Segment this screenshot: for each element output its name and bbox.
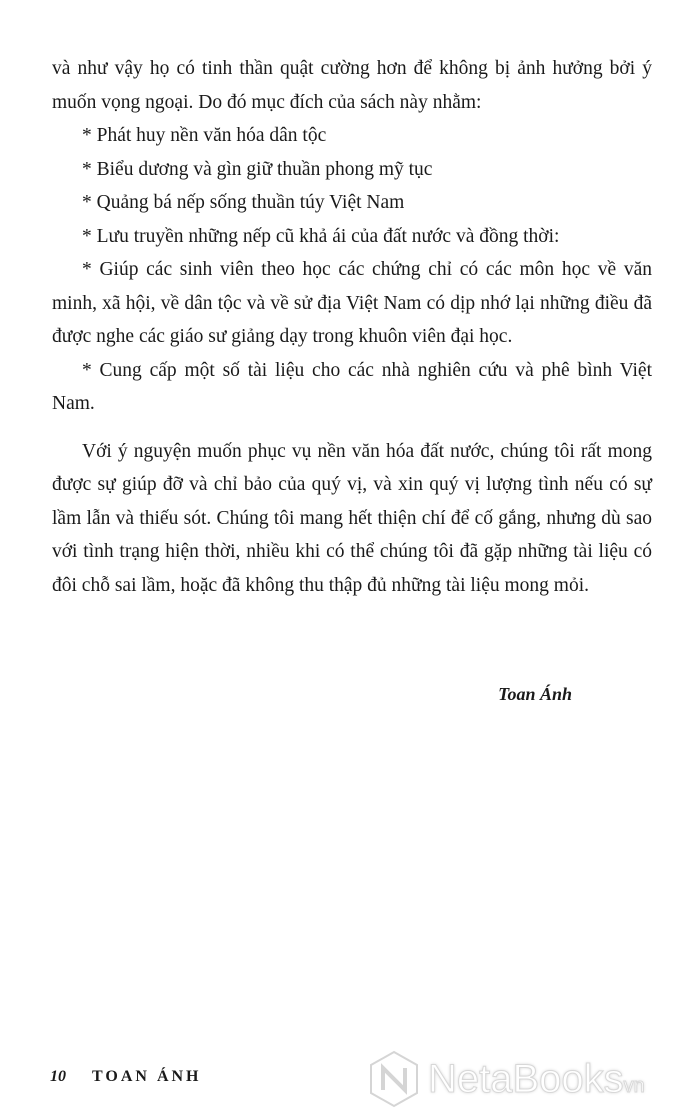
page-body bbox=[52, 52, 652, 602]
watermark-suffix: vn bbox=[623, 1074, 645, 1097]
running-head: TOAN ÁNH bbox=[92, 1068, 202, 1085]
page-number: 10 bbox=[50, 1068, 66, 1085]
watermark-brand: NetaBooks bbox=[428, 1056, 624, 1101]
list-item: * Cung cấp một số tài liệu cho các nhà nghiên cứu và phê bình Việt Nam. bbox=[52, 359, 652, 414]
paragraph: Với ý nguyện muốn phục vụ nền văn hóa đất nước, chúng tôi rất mong được sự giúp đỡ và chỉ bảo của quý vị, và xin quý vị lượng tình nếu có sự lầm lẫn và thiếu sót. Chúng tôi mang hết thiện chí để cố gắng, nhưng dù sao với tình trạng hiện thời, nhiều khi có thể chúng tôi đã gặp những tài liệu có đôi chỗ sai lầm, hoặc đã không thu thập đủ những tài liệu mong mỏi. bbox=[52, 440, 652, 596]
watermark bbox=[368, 1050, 645, 1108]
page-footer bbox=[50, 1068, 202, 1086]
list-item: * Phát huy nền văn hóa dân tộc bbox=[82, 125, 327, 146]
signature: Toan Ánh bbox=[498, 684, 572, 704]
list-item: * Lưu truyền những nếp cũ khả ái của đất nước và đồng thời: bbox=[82, 225, 560, 247]
list-item: * Quảng bá nếp sống thuần túy Việt Nam bbox=[82, 192, 405, 213]
list-item: * Giúp các sinh viên theo học các chứng chỉ có các môn học về văn minh, xã hội, về dân tộc và về sử địa Việt Nam có dịp nhớ lại những điều đã được nghe các giáo sư giảng dạy trong khuôn viên đại học. bbox=[52, 259, 652, 347]
paragraph: và như vậy họ có tinh thần quật cường hơn để không bị ảnh hưởng bởi ý muốn vọng ngoại. Do đó mục đích của sách này nhằm: bbox=[52, 58, 652, 113]
list-item: * Biểu dương và gìn giữ thuần phong mỹ tục bbox=[82, 158, 433, 180]
netabooks-logo-icon bbox=[368, 1050, 420, 1108]
